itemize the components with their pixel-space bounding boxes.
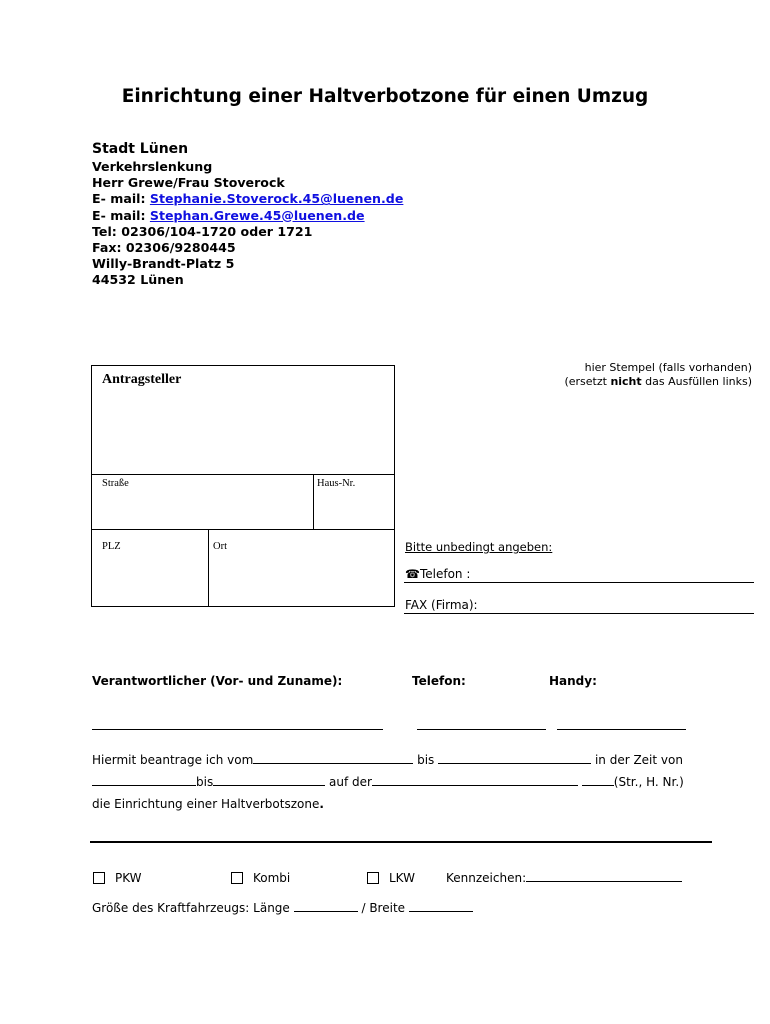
lkw-label: LKW	[389, 871, 415, 885]
width-label: / Breite	[361, 901, 406, 915]
kombi-label: Kombi	[253, 871, 291, 885]
phone-label	[405, 567, 470, 581]
vehicle-size-label: Größe des Kraftfahrzeugs:	[92, 901, 250, 915]
contact-persons: Herr Grewe/Frau Stoverock	[92, 175, 285, 191]
street-field-label: Straße	[102, 478, 129, 489]
length-input[interactable]	[294, 901, 358, 912]
stamp-hint-text: das Ausfüllen links)	[641, 375, 752, 388]
zip-city-line: 44532 Lünen	[92, 272, 184, 288]
stamp-hint-line-2	[564, 375, 752, 389]
request-line-2	[92, 775, 684, 789]
pkw-checkbox[interactable]	[93, 872, 105, 884]
street-field[interactable]	[92, 492, 312, 528]
pkw-label: PKW	[115, 871, 142, 885]
city-name: Stadt Lünen	[92, 141, 189, 157]
responsible-name-label: Verantwortlicher (Vor- und Zuname):	[92, 674, 343, 688]
page-title: Einrichtung einer Haltverbotzone für einen Umzug	[121, 86, 649, 107]
department: Verkehrslenkung	[92, 159, 213, 174]
applicant-name-field[interactable]	[92, 395, 394, 473]
telephone-line: Tel: 02306/104-1720 oder 1721	[92, 223, 313, 239]
responsible-phone-label: Telefon:	[412, 674, 466, 688]
time-from-field[interactable]	[92, 775, 196, 786]
request-text: die Einrichtung einer Haltverbotszone	[92, 797, 320, 811]
length-label: Länge	[253, 901, 290, 915]
stamp-hint-text: (ersetzt	[564, 375, 611, 388]
request-text: bis	[196, 775, 214, 789]
house-number-field[interactable]	[314, 492, 394, 528]
request-line-1	[92, 753, 683, 767]
city-field-label: Ort	[213, 541, 227, 552]
lkw-checkbox[interactable]	[367, 872, 379, 884]
kombi-checkbox[interactable]	[231, 872, 243, 884]
request-text: in der Zeit von	[594, 753, 683, 767]
plate-input[interactable]	[526, 871, 682, 882]
request-text: auf der	[329, 775, 372, 789]
plate-row	[446, 871, 682, 885]
stamp-hint-emphasis: nicht	[610, 375, 642, 388]
street-location-field[interactable]	[372, 775, 578, 786]
vehicle-size-row	[92, 901, 473, 915]
stamp-hint	[564, 361, 752, 389]
request-text: .	[319, 797, 324, 811]
email-link-2[interactable]: Stephan.Grewe.45@luenen.de	[149, 207, 365, 223]
email-line-1	[92, 191, 403, 207]
zip-field[interactable]	[92, 556, 207, 606]
fax-input[interactable]	[404, 613, 754, 614]
date-to-field[interactable]	[438, 753, 591, 764]
responsible-mobile-label: Handy:	[549, 674, 597, 688]
email-link-1[interactable]: Stephanie.Stoverock.45@luenen.de	[149, 191, 404, 207]
house-number-location-field[interactable]	[582, 775, 614, 786]
width-input[interactable]	[409, 901, 473, 912]
phone-label-text: Telefon :	[419, 567, 471, 581]
request-text: Hiermit beantrage ich vom	[92, 753, 254, 767]
fax-label: FAX (Firma):	[405, 598, 478, 612]
date-from-field[interactable]	[253, 753, 413, 764]
time-to-field[interactable]	[213, 775, 325, 786]
city-field[interactable]	[209, 556, 394, 606]
plate-label: Kennzeichen:	[446, 871, 527, 885]
responsible-mobile-input[interactable]	[557, 729, 686, 730]
email-line-2	[92, 208, 403, 224]
fax-line: Fax: 02306/9280445	[92, 240, 236, 256]
section-separator	[90, 841, 712, 843]
contact-required-heading: Bitte unbedingt angeben:	[405, 540, 553, 554]
divider	[91, 529, 395, 530]
zip-field-label: PLZ	[102, 541, 121, 552]
responsible-name-input[interactable]	[92, 729, 383, 730]
street-line: Willy-Brandt-Platz 5	[92, 256, 235, 272]
applicant-heading: Antragsteller	[102, 372, 182, 387]
request-line-3	[92, 797, 324, 811]
email-label: E- mail:	[92, 191, 146, 207]
responsible-phone-input[interactable]	[417, 729, 546, 730]
request-text: bis	[417, 753, 435, 767]
divider	[91, 474, 395, 475]
address-block	[92, 139, 403, 289]
house-number-field-label: Haus-Nr.	[317, 478, 356, 489]
request-text: (Str., H. Nr.)	[613, 775, 684, 789]
stamp-hint-line-1: hier Stempel (falls vorhanden)	[584, 361, 752, 374]
email-label: E- mail:	[92, 207, 146, 223]
phone-input[interactable]	[404, 582, 754, 583]
telephone-icon: ☎	[405, 567, 420, 581]
